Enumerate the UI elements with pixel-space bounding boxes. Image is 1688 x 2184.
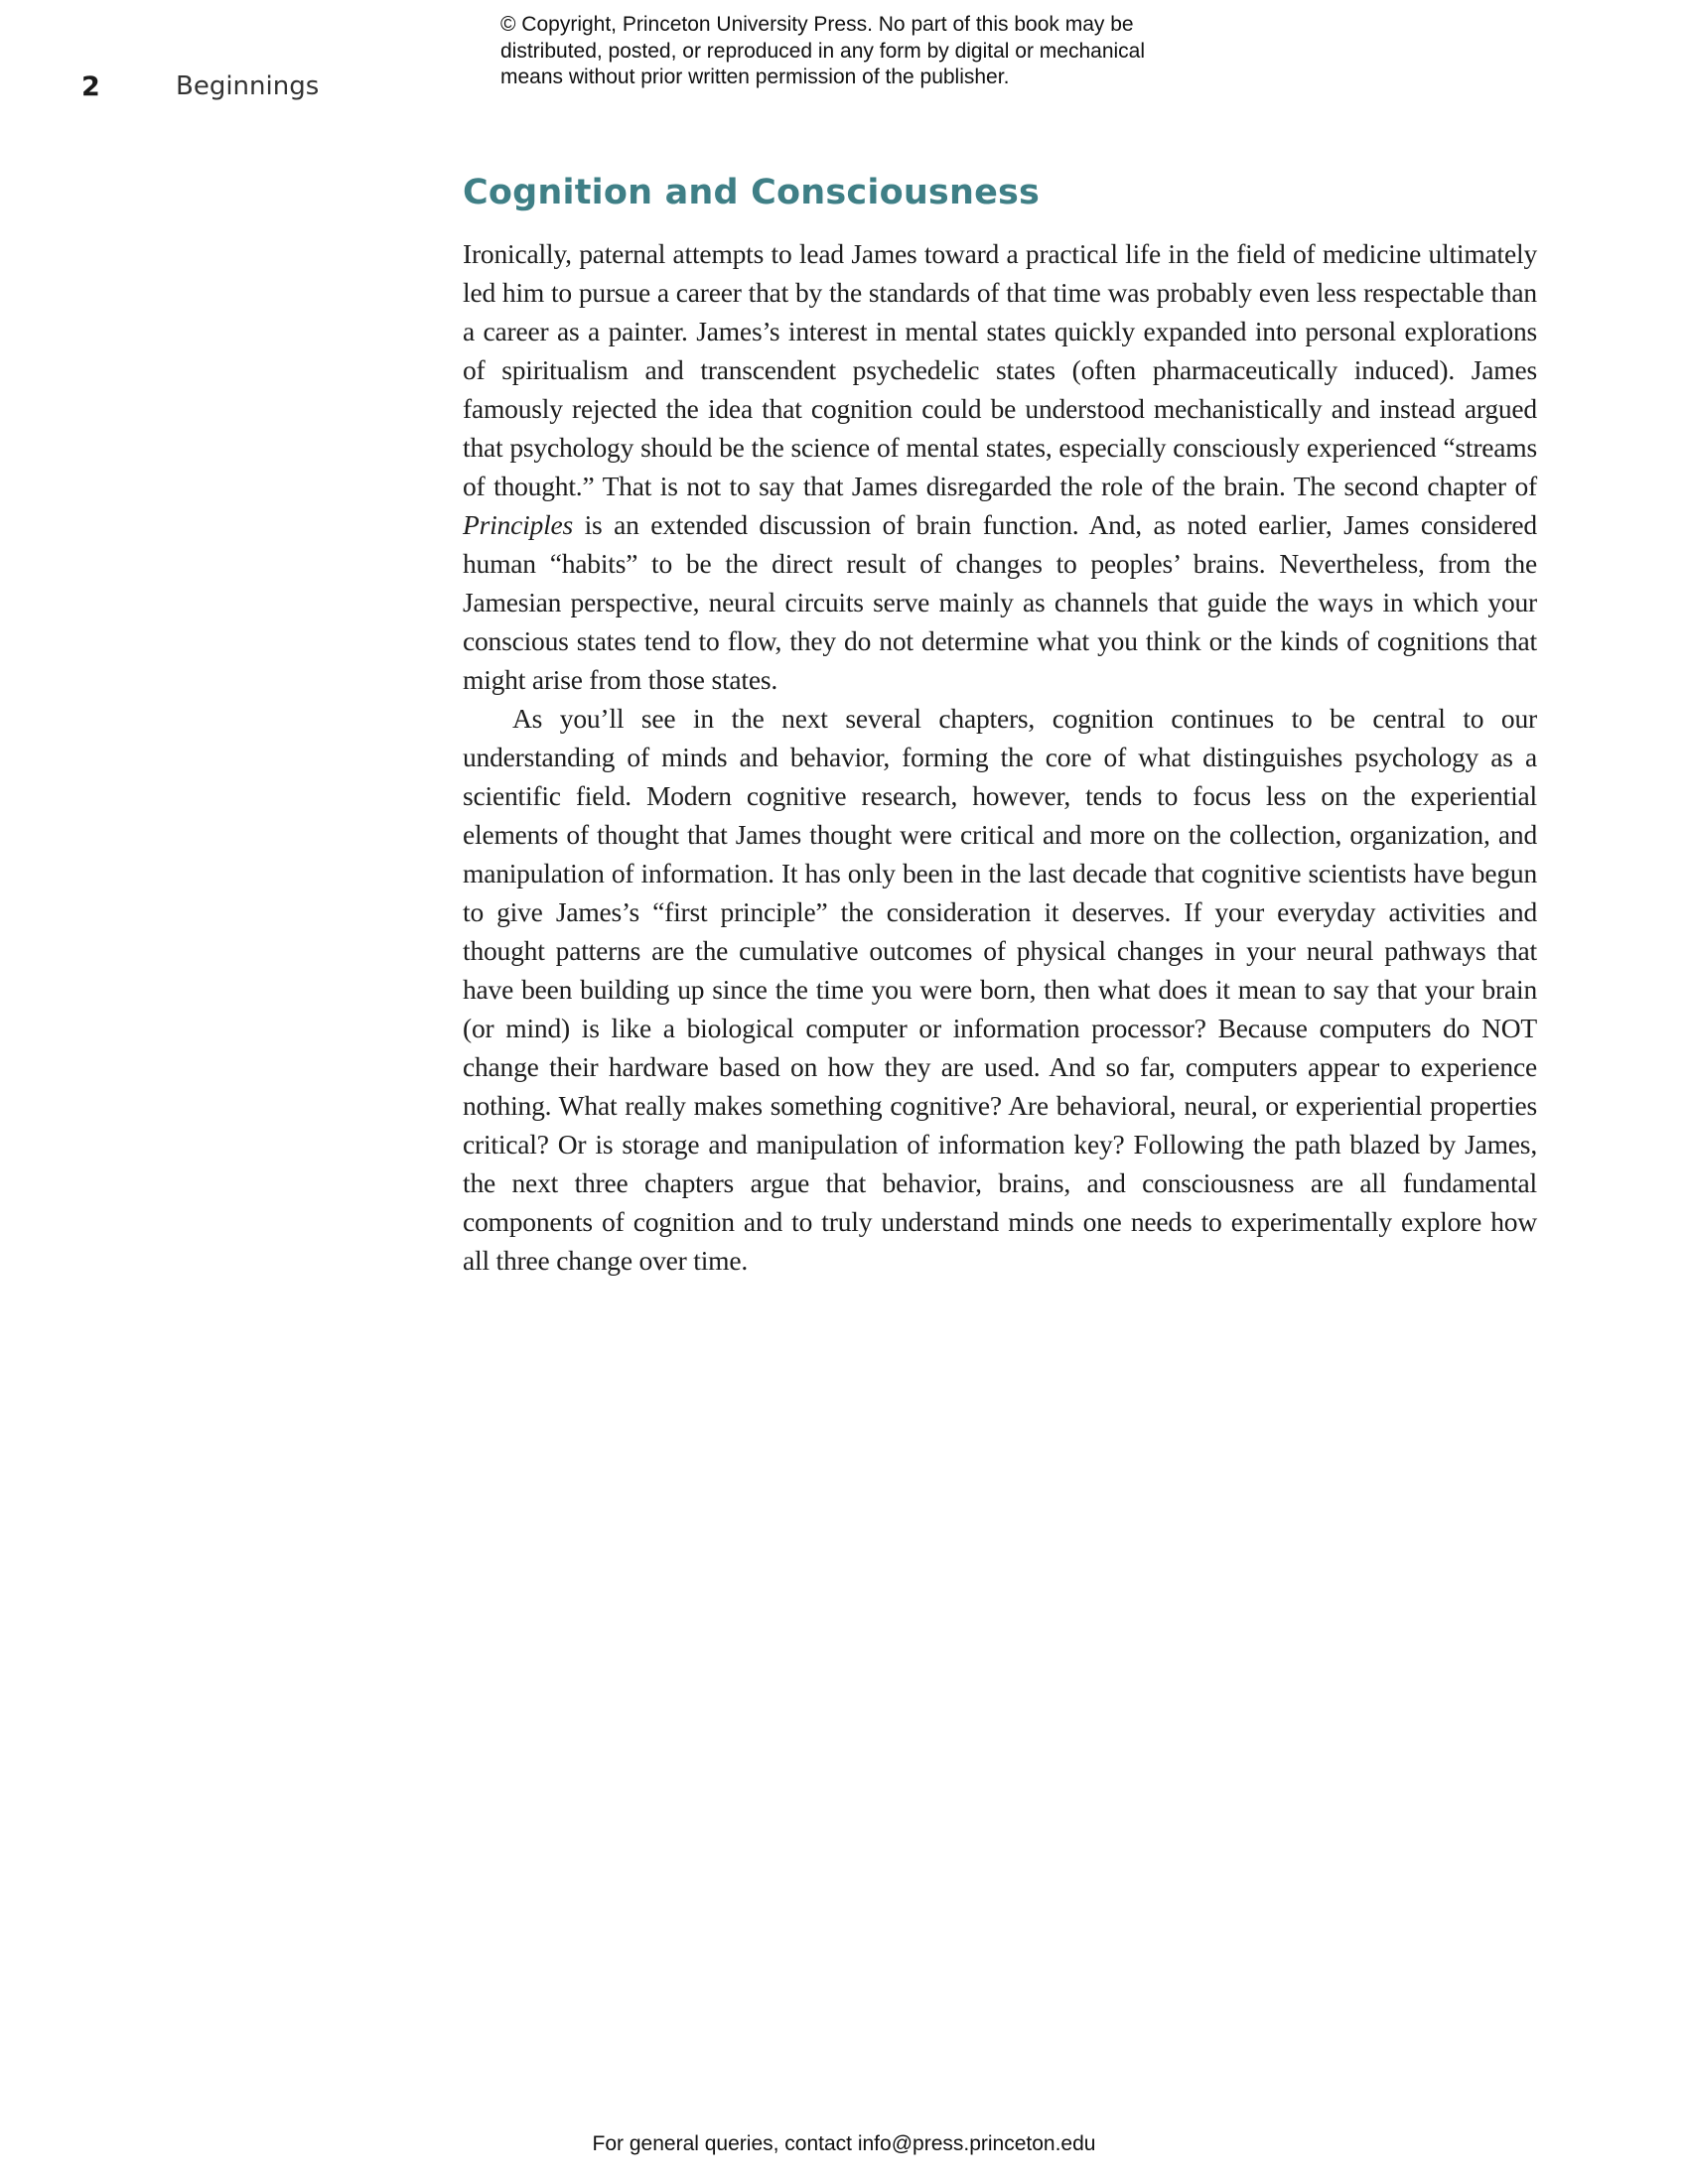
body-text: [463, 234, 1537, 1280]
paragraph-1-text-a: Ironically, paternal attempts to lead James toward a practical life in the field of medicine ultimately led him to pursue a career that by the standards of that time was probably even less respectable than a career as a painter. James’s interest in mental states quickly expanded into personal explorations of spiritualism and transcendent psychedelic states (often pharmaceutically induced). James famously rejected the idea that cognition could be understood mechanistically and instead argued that psychology should be the science of mental states, especially consciously experienced “streams of thought.” That is not to say that James disregarded the role of the brain. The second chapter of: [463, 238, 1537, 501]
paragraph-2: As you’ll see in the next several chapters, cognition continues to be central to our understanding of minds and behavior, forming the core of what distinguishes psychology as a scientific field. Modern cognitive research, however, tends to focus less on the experiential elements of thought that James thought were critical and more on the collection, organization, and manipulation of information. It has only been in the last decade that cognitive scientists have begun to give James’s “first principle” the consideration it deserves. If your everyday activities and thought patterns are the cumulative outcomes of physical changes in your neural pathways that have been building up since the time you were born, then what does it mean to say that your brain (or mind) is like a biological computer or information processor? Because computers do NOT change their hardware based on how they are used. And so far, computers appear to experience nothing. What really makes something cognitive? Are behavioral, neural, or experiential properties critical? Or is storage and manipulation of information key? Following the path blazed by James, the next three chapters argue that behavior, brains, and consciousness are all fundamental components of cognition and to truly understand minds one needs to experimentally explore how all three change over time.: [463, 703, 1537, 1276]
footer-contact: For general queries, contact info@press.princeton.edu: [592, 2132, 1096, 2155]
paragraph-1: [463, 234, 1537, 699]
copyright-notice: © Copyright, Princeton University Press. No part of this book may be distributed, posted, or reproduced in any form by digital or mechanical means without prior written permission of the publisher.: [500, 13, 1146, 88]
paragraph-1-text-b: is an extended discussion of brain function. And, as noted earlier, James considered human “habits” to be the direct result of changes to peoples’ brains. Nevertheless, from the Jamesian perspective, neural circuits serve mainly as channels that guide the ways in which your conscious states tend to flow, they do not determine what you think or the kinds of cognitions that might arise from those states.: [463, 509, 1537, 695]
page-number: 2: [81, 71, 100, 102]
section-title: Cognition and Consciousness: [463, 173, 1041, 212]
running-head: Beginnings: [176, 71, 320, 101]
book-title-principles: Principles: [463, 509, 574, 540]
